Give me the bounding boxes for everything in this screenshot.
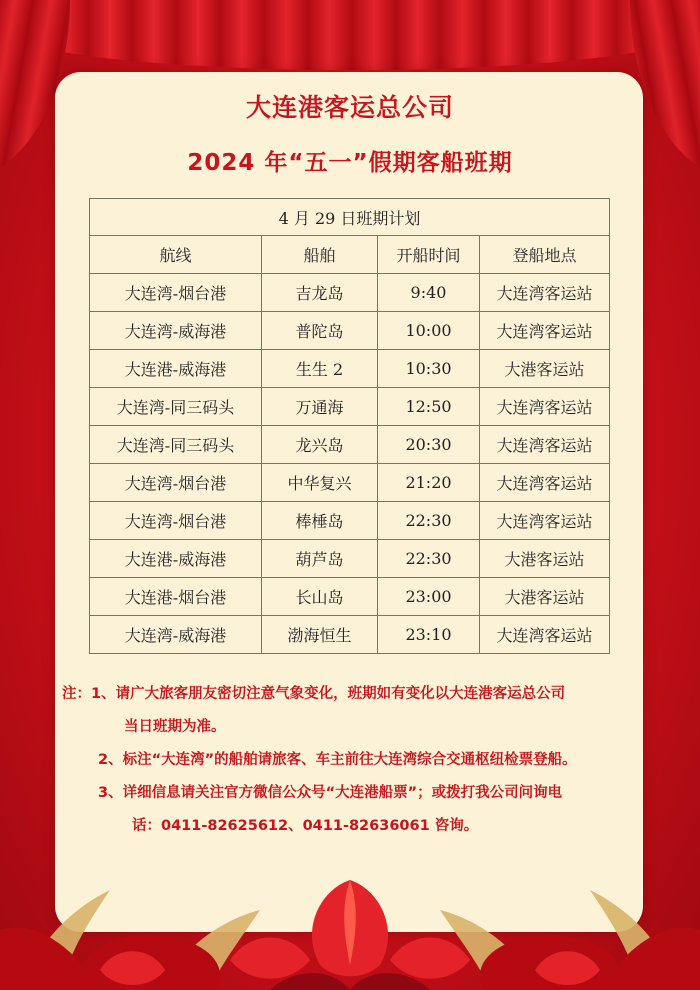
route-cell: 大连湾-威海港: [90, 312, 262, 350]
time-cell: 21:20: [378, 464, 480, 502]
location-cell: 大连湾客运站: [480, 388, 610, 426]
route-cell: 大连湾-同三码头: [90, 388, 262, 426]
location-cell: 大连湾客运站: [480, 464, 610, 502]
route-cell: 大连湾-烟台港: [90, 274, 262, 312]
column-header-route: 航线: [90, 236, 262, 274]
ship-cell: 葫芦岛: [262, 540, 378, 578]
page-title: 2024 年“五一”假期客船班期: [187, 150, 513, 176]
table-row: [90, 540, 610, 578]
note-1-continued: 当日班期为准。: [124, 719, 226, 735]
time-cell: 23:10: [378, 616, 480, 654]
ship-cell: 中华复兴: [262, 464, 378, 502]
table-row: [90, 502, 610, 540]
location-cell: 大连湾客运站: [480, 426, 610, 464]
time-cell: 12:50: [378, 388, 480, 426]
table-row: [90, 312, 610, 350]
table-row: [90, 274, 610, 312]
schedule-caption: 4 月 29 日班期计划: [90, 199, 610, 236]
schedule-table: [89, 198, 610, 654]
ship-cell: 吉龙岛: [262, 274, 378, 312]
ship-cell: 棒棰岛: [262, 502, 378, 540]
time-cell: 23:00: [378, 578, 480, 616]
location-cell: 大港客运站: [480, 540, 610, 578]
time-cell: 22:30: [378, 502, 480, 540]
location-cell: 大连湾客运站: [480, 312, 610, 350]
column-header-boarding-location: 登船地点: [480, 236, 610, 274]
table-row: [90, 616, 610, 654]
note-2: 2、标注“大连湾”的船舶请旅客、车主前往大连湾综合交通枢纽检票登船。: [98, 752, 577, 768]
location-cell: 大港客运站: [480, 578, 610, 616]
column-header-departure-time: 开船时间: [378, 236, 480, 274]
route-cell: 大连湾-同三码头: [90, 426, 262, 464]
location-cell: 大港客运站: [480, 350, 610, 388]
location-cell: 大连湾客运站: [480, 274, 610, 312]
ship-cell: 生生 2: [262, 350, 378, 388]
time-cell: 20:30: [378, 426, 480, 464]
table-row: [90, 578, 610, 616]
note-3: 3、详细信息请关注官方微信公众号“大连港船票”；或拨打我公司问询电: [98, 785, 563, 801]
table-row: [90, 350, 610, 388]
route-cell: 大连港-威海港: [90, 540, 262, 578]
table-row: [90, 388, 610, 426]
ship-cell: 渤海恒生: [262, 616, 378, 654]
company-name: 大连港客运总公司: [245, 93, 454, 122]
time-cell: 10:30: [378, 350, 480, 388]
column-header-ship: 船舶: [262, 236, 378, 274]
location-cell: 大连湾客运站: [480, 616, 610, 654]
table-row: [90, 426, 610, 464]
route-cell: 大连湾-烟台港: [90, 464, 262, 502]
time-cell: 10:00: [378, 312, 480, 350]
table-row: [90, 464, 610, 502]
time-cell: 22:30: [378, 540, 480, 578]
flower-decoration: [0, 850, 700, 990]
note-1: 注：1、请广大旅客朋友密切注意气象变化，班期如有变化以大连港客运总公司: [62, 686, 566, 702]
note-3-continued: 话：0411-82625612、0411-82636061 咨询。: [132, 818, 479, 834]
ship-cell: 长山岛: [262, 578, 378, 616]
ship-cell: 普陀岛: [262, 312, 378, 350]
time-cell: 9:40: [378, 274, 480, 312]
ship-cell: 龙兴岛: [262, 426, 378, 464]
route-cell: 大连港-烟台港: [90, 578, 262, 616]
route-cell: 大连湾-威海港: [90, 616, 262, 654]
location-cell: 大连湾客运站: [480, 502, 610, 540]
ship-cell: 万通海: [262, 388, 378, 426]
route-cell: 大连湾-烟台港: [90, 502, 262, 540]
route-cell: 大连港-威海港: [90, 350, 262, 388]
